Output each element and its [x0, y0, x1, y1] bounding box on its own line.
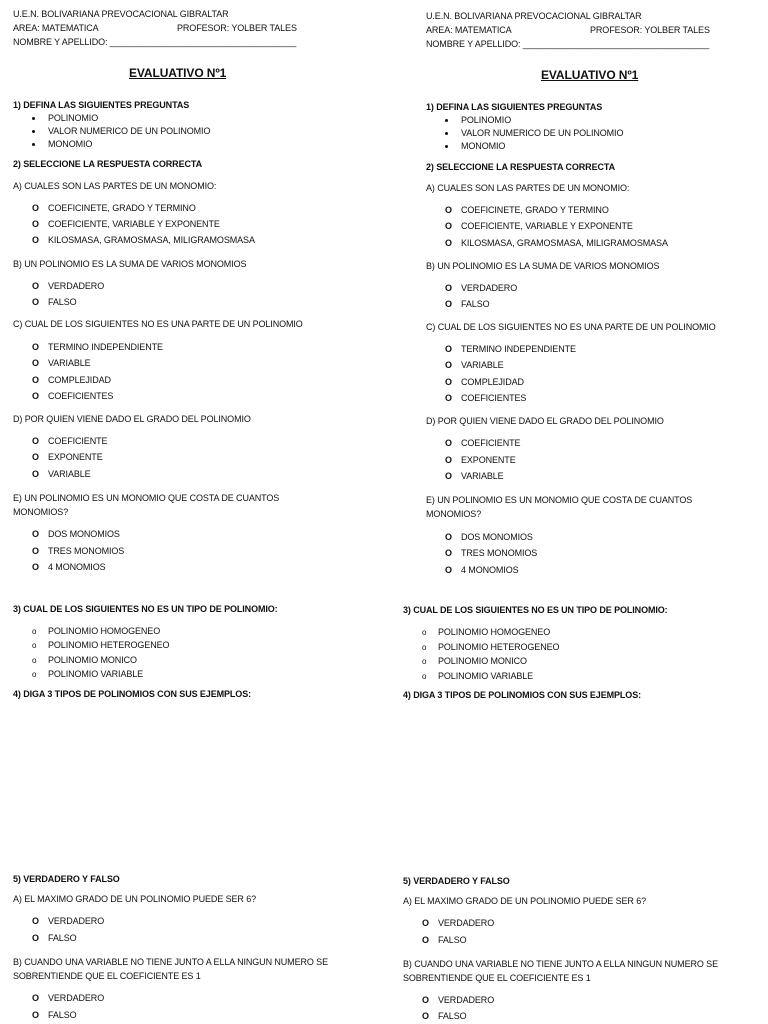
- option-circle-icon[interactable]: O: [445, 565, 453, 575]
- q5a-question: A) EL MAXIMO GRADO DE UN POLINOMIO PUEDE SER 6?: [403, 896, 647, 906]
- q2-heading: 2) SELECCIONE LA RESPUESTA CORRECTA: [426, 162, 616, 172]
- option-circle-icon[interactable]: o: [422, 672, 427, 681]
- q2a-question: A) CUALES SON LAS PARTES DE UN MONOMIO:: [426, 183, 630, 193]
- option-label: COEFICIENTE, VARIABLE Y EXPONENTE: [48, 219, 220, 229]
- q2c-question: C) CUAL DE LOS SIGUIENTES NO ES UNA PARTE DE UN POLINOMIO: [426, 322, 716, 332]
- option-label: COEFICIENTE: [48, 436, 108, 446]
- q2c-question: C) CUAL DE LOS SIGUIENTES NO ES UNA PARTE DE UN POLINOMIO: [13, 319, 303, 329]
- q2b-question: B) UN POLINOMIO ES LA SUMA DE VARIOS MONOMIOS: [13, 259, 247, 269]
- option-label: VERDADERO: [461, 283, 518, 293]
- q2d-question: D) POR QUIEN VIENE DADO EL GRADO DEL POLINOMIO: [13, 414, 251, 424]
- option-label: POLINOMIO VARIABLE: [438, 671, 534, 681]
- option-circle-icon[interactable]: O: [32, 436, 40, 446]
- q1-heading: 1) DEFINA LAS SIGUIENTES PREGUNTAS: [426, 102, 603, 112]
- option-circle-icon[interactable]: O: [32, 562, 40, 572]
- option-circle-icon[interactable]: O: [445, 377, 453, 387]
- teacher-label: PROFESOR: YOLBER TALES: [590, 25, 710, 35]
- option-circle-icon[interactable]: O: [445, 283, 453, 293]
- option-circle-icon[interactable]: O: [445, 238, 453, 248]
- option-label: POLINOMIO HOMOGENEO: [48, 626, 161, 636]
- q2d-question: D) POR QUIEN VIENE DADO EL GRADO DEL POLINOMIO: [426, 416, 664, 426]
- option-circle-icon[interactable]: O: [445, 299, 453, 309]
- q2a-question: A) CUALES SON LAS PARTES DE UN MONOMIO:: [13, 181, 217, 191]
- option-label: VERDADERO: [48, 916, 105, 926]
- option-circle-icon[interactable]: O: [422, 935, 430, 945]
- option-circle-icon[interactable]: O: [32, 529, 40, 539]
- option-circle-icon[interactable]: O: [445, 471, 453, 481]
- option-label: COMPLEJIDAD: [48, 375, 111, 385]
- option-circle-icon[interactable]: o: [422, 643, 427, 652]
- option-label: VERDADERO: [438, 918, 495, 928]
- q5a-question: A) EL MAXIMO GRADO DE UN POLINOMIO PUEDE SER 6?: [13, 894, 257, 904]
- option-label: POLINOMIO HETEROGENEO: [438, 642, 560, 652]
- option-label: POLINOMIO HETEROGENEO: [48, 640, 170, 650]
- school-name: U.E.N. BOLIVARIANA PREVOCACIONAL GIBRALTAR: [13, 9, 229, 19]
- q1-item: MONOMIO: [48, 139, 93, 149]
- option-circle-icon[interactable]: O: [445, 221, 453, 231]
- q2e-question: E) UN POLINOMIO ES UN MONOMIO QUE COSTA DE CUANTOS MONOMIOS?: [13, 493, 280, 517]
- option-label: TERMINO INDEPENDIENTE: [48, 342, 163, 352]
- area-label: AREA: MATEMATICA: [426, 25, 512, 35]
- option-circle-icon[interactable]: O: [32, 452, 40, 462]
- option-circle-icon[interactable]: O: [445, 393, 453, 403]
- option-label: COEFICINETE, GRADO Y TERMINO: [461, 205, 609, 215]
- area-label: AREA: MATEMATICA: [13, 23, 99, 33]
- school-name: U.E.N. BOLIVARIANA PREVOCACIONAL GIBRALTAR: [426, 11, 642, 21]
- option-label: DOS MONOMIOS: [461, 532, 533, 542]
- q5b-question: B) CUANDO UNA VARIABLE NO TIENE JUNTO A ELLA NINGUN NUMERO SE SOBRENTIENDE QUE EL COEFICIENTE ES 1: [13, 957, 328, 981]
- page-title: EVALUATIVO Nº1: [129, 66, 227, 80]
- option-label: EXPONENTE: [461, 455, 516, 465]
- q2e-question: E) UN POLINOMIO ES UN MONOMIO QUE COSTA DE CUANTOS MONOMIOS?: [426, 495, 693, 519]
- option-circle-icon[interactable]: o: [32, 627, 37, 636]
- option-circle-icon[interactable]: O: [32, 546, 40, 556]
- q1-item: VALOR NUMERICO DE UN POLINOMIO: [461, 128, 624, 138]
- option-label: COEFICIENTES: [461, 393, 527, 403]
- option-label: FALSO: [48, 933, 77, 943]
- q1-item: MONOMIO: [461, 141, 506, 151]
- option-circle-icon[interactable]: O: [445, 360, 453, 370]
- option-circle-icon[interactable]: O: [32, 297, 40, 307]
- name-field: NOMBRE Y APELLIDO: ______________________________________: [13, 37, 297, 47]
- option-circle-icon[interactable]: O: [445, 438, 453, 448]
- option-circle-icon[interactable]: o: [32, 670, 37, 679]
- option-circle-icon[interactable]: O: [445, 548, 453, 558]
- option-circle-icon[interactable]: o: [32, 641, 37, 650]
- option-circle-icon[interactable]: O: [32, 1010, 40, 1020]
- option-label: TERMINO INDEPENDIENTE: [461, 344, 576, 354]
- worksheet-right: [393, 0, 763, 1024]
- q3-heading: 3) CUAL DE LOS SIGUIENTES NO ES UN TIPO DE POLINOMIO:: [13, 604, 278, 614]
- teacher-label: PROFESOR: YOLBER TALES: [177, 23, 297, 33]
- option-circle-icon[interactable]: O: [32, 469, 40, 479]
- option-circle-icon[interactable]: O: [445, 205, 453, 215]
- option-label: VERDADERO: [48, 281, 105, 291]
- option-label: COEFICINETE, GRADO Y TERMINO: [48, 203, 196, 213]
- option-label: KILOSMASA, GRAMOSMASA, MILIGRAMOSMASA: [48, 235, 255, 245]
- option-label: VERDADERO: [438, 995, 495, 1005]
- option-circle-icon[interactable]: O: [32, 358, 40, 368]
- q1-item: POLINOMIO: [48, 113, 99, 123]
- option-circle-icon[interactable]: O: [422, 1011, 430, 1021]
- option-label: COEFICIENTE: [461, 438, 521, 448]
- option-circle-icon[interactable]: O: [32, 933, 40, 943]
- option-label: FALSO: [48, 297, 77, 307]
- option-label: VERDADERO: [48, 993, 105, 1003]
- option-circle-icon[interactable]: O: [32, 281, 40, 291]
- option-circle-icon[interactable]: O: [445, 532, 453, 542]
- option-circle-icon[interactable]: O: [422, 918, 430, 928]
- q1-item: VALOR NUMERICO DE UN POLINOMIO: [48, 126, 211, 136]
- option-label: FALSO: [438, 935, 467, 945]
- option-label: POLINOMIO HOMOGENEO: [438, 627, 551, 637]
- q4-heading: 4) DIGA 3 TIPOS DE POLINOMIOS CON SUS EJEMPLOS:: [403, 690, 642, 700]
- option-circle-icon[interactable]: O: [32, 916, 40, 926]
- option-circle-icon[interactable]: O: [445, 455, 453, 465]
- option-circle-icon[interactable]: O: [445, 344, 453, 354]
- option-circle-icon[interactable]: O: [32, 235, 40, 245]
- option-label: VARIABLE: [461, 360, 504, 370]
- option-circle-icon[interactable]: O: [32, 375, 40, 385]
- option-label: VARIABLE: [461, 471, 504, 481]
- q5b-question: B) CUANDO UNA VARIABLE NO TIENE JUNTO A ELLA NINGUN NUMERO SE SOBRENTIENDE QUE EL COEFICIENTE ES 1: [403, 959, 718, 983]
- option-label: TRES MONOMIOS: [48, 546, 125, 556]
- option-circle-icon[interactable]: o: [422, 657, 427, 666]
- worksheet-left: [0, 0, 370, 1024]
- option-circle-icon[interactable]: O: [422, 995, 430, 1005]
- q2-heading: 2) SELECCIONE LA RESPUESTA CORRECTA: [13, 159, 203, 169]
- option-circle-icon[interactable]: o: [422, 628, 427, 637]
- option-circle-icon[interactable]: o: [32, 656, 37, 665]
- option-circle-icon[interactable]: O: [32, 342, 40, 352]
- q5-heading: 5) VERDADERO Y FALSO: [13, 874, 120, 884]
- option-circle-icon[interactable]: O: [32, 203, 40, 213]
- q3-heading: 3) CUAL DE LOS SIGUIENTES NO ES UN TIPO DE POLINOMIO:: [403, 605, 668, 615]
- name-field: NOMBRE Y APELLIDO: ______________________________________: [426, 39, 710, 49]
- option-circle-icon[interactable]: O: [32, 219, 40, 229]
- option-label: EXPONENTE: [48, 452, 103, 462]
- option-label: COEFICIENTES: [48, 391, 114, 401]
- option-label: COMPLEJIDAD: [461, 377, 524, 387]
- option-label: POLINOMIO VARIABLE: [48, 669, 144, 679]
- option-circle-icon[interactable]: O: [32, 391, 40, 401]
- q2b-question: B) UN POLINOMIO ES LA SUMA DE VARIOS MONOMIOS: [426, 261, 660, 271]
- option-label: 4 MONOMIOS: [461, 565, 519, 575]
- option-label: TRES MONOMIOS: [461, 548, 538, 558]
- option-label: FALSO: [438, 1011, 467, 1021]
- q1-heading: 1) DEFINA LAS SIGUIENTES PREGUNTAS: [13, 100, 190, 110]
- option-label: FALSO: [48, 1010, 77, 1020]
- option-label: 4 MONOMIOS: [48, 562, 106, 572]
- q1-item: POLINOMIO: [461, 115, 512, 125]
- option-label: COEFICIENTE, VARIABLE Y EXPONENTE: [461, 221, 633, 231]
- page-title: EVALUATIVO Nº1: [541, 68, 639, 82]
- option-label: KILOSMASA, GRAMOSMASA, MILIGRAMOSMASA: [461, 238, 668, 248]
- q5-heading: 5) VERDADERO Y FALSO: [403, 876, 510, 886]
- option-label: DOS MONOMIOS: [48, 529, 120, 539]
- option-label: FALSO: [461, 299, 490, 309]
- option-label: VARIABLE: [48, 469, 91, 479]
- option-label: VARIABLE: [48, 358, 91, 368]
- option-label: POLINOMIO MONICO: [438, 656, 527, 666]
- q4-heading: 4) DIGA 3 TIPOS DE POLINOMIOS CON SUS EJEMPLOS:: [13, 689, 252, 699]
- option-circle-icon[interactable]: O: [32, 993, 40, 1003]
- option-label: POLINOMIO MONICO: [48, 655, 137, 665]
